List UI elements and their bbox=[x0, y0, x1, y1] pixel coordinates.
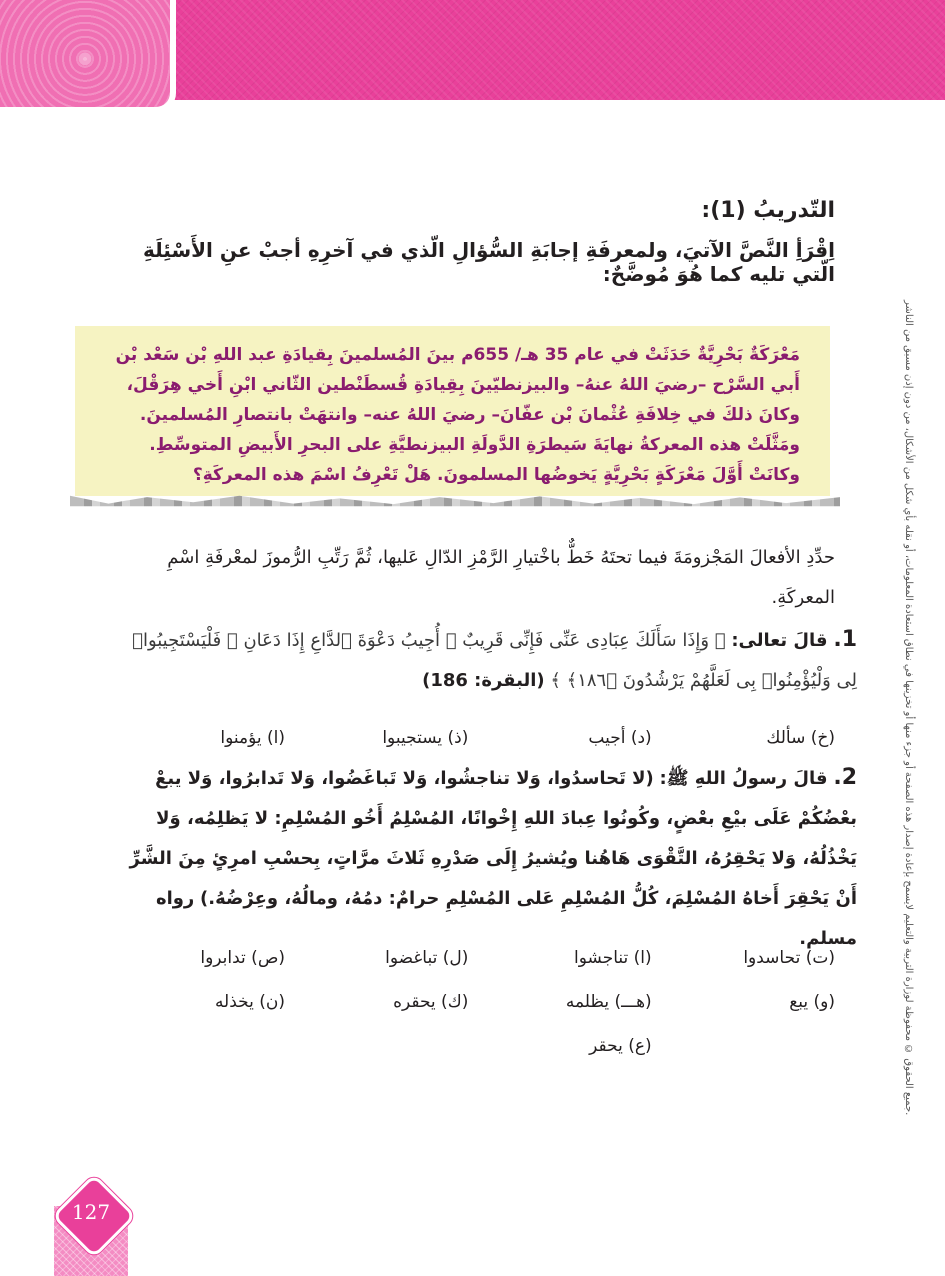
option bbox=[665, 1036, 835, 1056]
item-number: 1. bbox=[833, 627, 857, 652]
hadith-reference: رواه مسلم. bbox=[155, 888, 857, 949]
training-title: التّدريبُ (1): bbox=[701, 198, 835, 223]
options-row-item-2b bbox=[115, 992, 835, 1012]
options-row-item-2a bbox=[115, 948, 835, 968]
option: (ص) تدابروا bbox=[200, 948, 286, 968]
item-number: 2. bbox=[833, 765, 857, 790]
option: (و) يبع bbox=[789, 992, 835, 1012]
quran-verse: ﴿ وَإِذَا سَأَلَكَ عِبَادِى عَنِّى فَإِنِّى قَرِيبٌ ۖ أُجِيبُ دَعْوَةَ ٱلدَّاعِ إِذَا دَعَانِ ۖ فَلْيَسْتَجِيبُوا۟ لِى وَلْيُؤْمِنُوا۟ بِى لَعَلَّهُمْ يَرْشُدُونَ ﴿١٨٦﴾ ﴾ bbox=[132, 630, 857, 691]
options-row-item-2c bbox=[115, 1036, 835, 1056]
option: (د) أجيب bbox=[588, 728, 652, 748]
option: (ذ) يستجيبوا bbox=[382, 728, 469, 748]
option: (ا) تناجشوا bbox=[574, 948, 652, 968]
option: (ت) تحاسدوا bbox=[743, 948, 835, 968]
training-instruction: اِقْرَأِ النَّصَّ الآتيَ، ولمعرفَةِ إجابَةِ السُّؤالِ الّذي في آخرِهِ أجبْ عنِ الأَسْئِلَةِ الّتي تليه كما هُوَ مُوضَّحٌ: bbox=[142, 238, 835, 286]
directions-text: حدِّدِ الأفعالَ المَجْزومَةَ فيما تحتَهُ خَطٌّ باخْتيارِ الرَّمْزِ الدّالِ عَليها، ثُمَّ رَتِّبِ الرُّموزَ لمعْرفَةِ اسْمِ المعركَةِ. bbox=[167, 547, 835, 608]
corner-decoration bbox=[0, 0, 176, 113]
item-intro: قالَ تعالى: bbox=[731, 630, 828, 651]
hadith-text: (لا تَحاسدُوا، وَلا تناجشُوا، وَلا تَباغَضُوا، وَلا تَدابرُوا، وَلا يبعْ بعْضُكُمْ عَلَى بيْعِ بعْضٍ، وكُونُوا عِبادَ اللهِ إِخْوانًا، المُسْلِمُ أَخُو المُسْلِمِ: لا يَظلِمُه، وَلا يَخْذُلُهُ، وَلا يَحْقِرُهُ، التَّقْوَى هَاهُنا ويُشيرُ إِلَى صَدْرِهِ ثَلاثَ مرَّاتٍ، بِحسْبِ امرِئٍ مِنَ الشَّرِّ أَنْ يَحْقِرَ أَخاهُ المُسْلِمَ، كُلُّ المُسْلِمِ عَلى المُسْلِمِ حرامٌ: دمُهُ، ومالُهُ، وعِرْضُهُ.) bbox=[129, 768, 857, 909]
passage-box bbox=[75, 326, 830, 496]
question-item-2 bbox=[115, 758, 857, 959]
question-item-1 bbox=[115, 620, 857, 701]
option: (ل) تباغضوا bbox=[385, 948, 469, 968]
copyright-note: جميع الحقوق © محفوظة لوزارة التربية والتعليم لايسمح بإعادة إصدار هذه الصفحة أو جزء منها أو تخزينها في نطاق استعادة المعلومات، أو نقله بأي شكل من الأشكال، من دون إذن مسبق من الناشر. bbox=[903, 300, 914, 1116]
option: (ن) يخذله bbox=[214, 992, 286, 1012]
verse-reference: (البقرة: 186) bbox=[422, 670, 545, 691]
option: (ك) يحقره bbox=[393, 992, 469, 1012]
option: (ع) يحقر bbox=[589, 1036, 652, 1056]
item-intro: قالَ رسولُ اللهِ ﷺ: bbox=[659, 768, 828, 789]
passage-text: مَعْرَكَةٌ بَحْرِيَّةٌ حَدَثَتْ في عام 35 هـ/ 655م بينَ المُسلمينَ بِقيادَةِ عبد اللهِ بْن سَعْد بْن أَبي السَّرْح –رضيَ اللهُ عنهُ– والبيزنطيّينَ بِقِيادَةِ قُسطَنْطين الثّاني ابْنِ أَخي هِرَقْلَ، وكانَ ذلكَ في خِلافَةِ عُثْمانَ بْن عفّانَ– رضيَ اللهُ عنه– وانتهَتْ بانتصارِ المُسلمينَ. ومَثَّلَتْ هذه المعركةُ نهايَةَ سَيطرَةِ الدَّولَةِ البيزنطيَّةِ على البحرِ الأَبيضِ المتوسِّطِ. وكانَتْ أَوَّلَ مَعْرَكَةٍ بَحْرِيَّةٍ يَخوضُها المسلمونَ. هَلْ تَعْرِفُ اسْمَ هذه المعركَةِ؟ bbox=[115, 345, 800, 485]
option: (خ) سألك bbox=[766, 728, 835, 748]
page-number: 127 bbox=[71, 1200, 111, 1224]
option bbox=[115, 1036, 285, 1056]
page-number-badge bbox=[54, 1176, 128, 1276]
option: (ا) يؤمنوا bbox=[220, 728, 286, 748]
option bbox=[298, 1036, 468, 1056]
options-row-item-1 bbox=[115, 728, 835, 748]
option: (هـــ) يظلمه bbox=[565, 992, 652, 1012]
